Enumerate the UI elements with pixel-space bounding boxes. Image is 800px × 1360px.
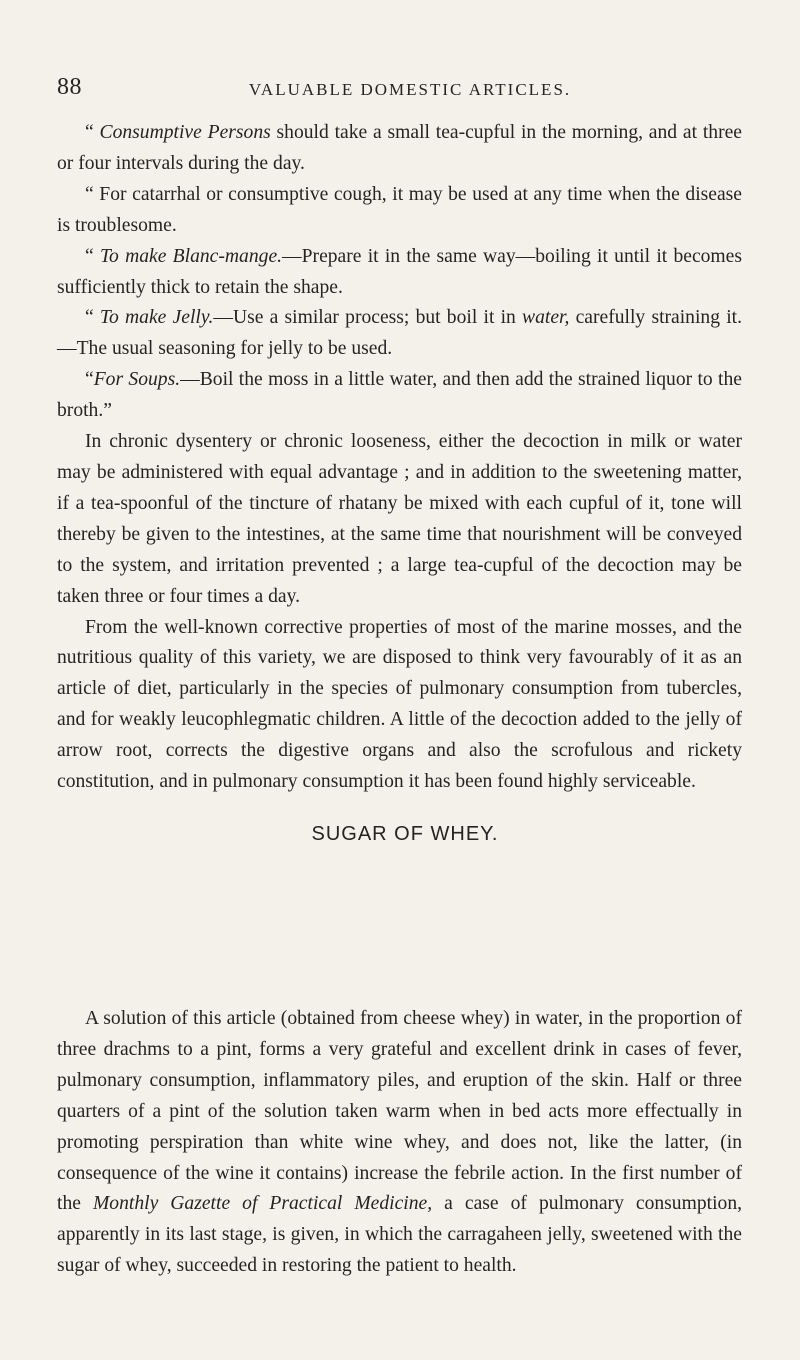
paragraph-consumptive-persons: “ Consumptive Persons should take a small tea-cupful in the morning, and at three or four intervals during the day.: [57, 122, 742, 174]
emphasis: water,: [522, 307, 570, 329]
body-text-bottom: [57, 1004, 742, 1282]
paragraph-sugar-of-whey: A solution of this article (obtained from cheese whey) in water, in the proportion of three drachms to a pint, forms a very grateful and excellent drink in cases of fever, pulmonary consumption, inflammatory piles, and eruption of the skin. Half or three quarters of a pint of the solution taken warm when in bed acts more effectually in promoting perspiration than white wine whey, and does not, like the latter, (in consequence of the wine it contains) increase the febrile action. In the first number of the Monthly Gazette of Practical Medicine, a case of pulmonary consumption, apparently in its last stage, is given, in which the carragaheen jelly, sweetened with the sugar of whey, succeeded in restoring the patient to health.: [57, 1008, 743, 1277]
run-in-heading: Consumptive Persons: [99, 122, 271, 143]
journal-title: Monthly Gazette of Practical Medicine,: [92, 1193, 433, 1215]
section-heading: SUGAR OF WHEY.: [311, 823, 499, 845]
page-header: [0, 70, 800, 106]
page-number: 88: [57, 74, 82, 100]
run-in-heading: For Soups.: [93, 369, 181, 391]
running-head: VALUABLE DOMESTIC ARTICLES.: [248, 80, 572, 99]
paragraph-marine-mosses: From the well-known corrective properties of most of the marine mosses, and the nutritious quality of this variety, we are disposed to think very favourably of it as an article of diet, particularly in the species of pulmonary consumption from tubercles, and for weakly leucophlegmatic children. A little of the decoction added to the jelly of arrow root, corrects the digestive organs and also the scrofulous and rickety constitution, and in pulmonary consumption it has been found highly serviceable.: [57, 616, 742, 793]
paragraph-blanc-mange: “ To make Blanc-mange.—Prepare it in the same way—boiling it until it becomes sufficiently thick to retain the shape.: [57, 245, 742, 298]
run-in-heading: To make Blanc-mange.: [99, 245, 283, 267]
run-in-heading: To make Jelly.: [99, 307, 214, 329]
paragraph-soups: “For Soups.—Boil the moss in a little water, and then add the strained liquor to the broth.”: [57, 369, 742, 422]
paragraph-dysentery: In chronic dysentery or chronic looseness, either the decoction in milk or water may be administered with equal advantage ; and in addition to the sweetening matter, if a tea-spoonful of the tincture of rhatany be mixed with each cupful of it, tone will thereby be given to the intestines, at the same time that nourishment will be conveyed to the system, and irritation prevented ; a large tea-cupful of the decoction may be taken three or four times a day.: [57, 431, 742, 607]
paragraph-cough: “ For catarrhal or consumptive cough, it may be used at any time when the disease is troublesome.: [57, 183, 742, 236]
paragraph-jelly: “ To make Jelly.—Use a similar process; but boil it in water, carefully straining it.—The usual seasoning for jelly to be used.: [57, 307, 742, 360]
body-text-top: [57, 118, 742, 798]
